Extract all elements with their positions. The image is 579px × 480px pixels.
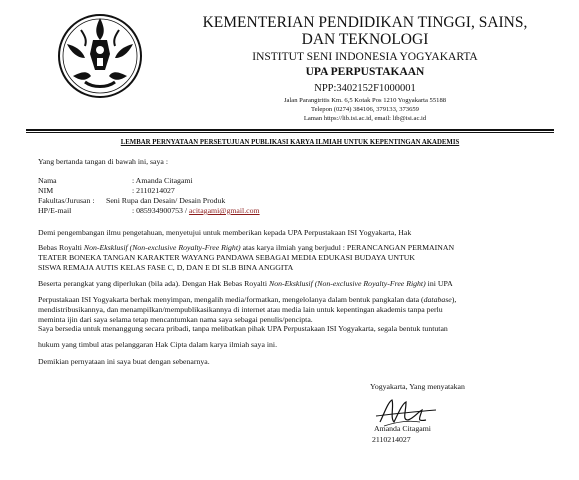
p2-text-c: ini UPA bbox=[427, 279, 453, 288]
paragraph-1 bbox=[38, 228, 558, 273]
document-title: LEMBAR PERNYATAAN PERSETUJUAN PUBLIKASI KARYA ILMIAH UNTUK KEPENTINGAN AKADEMIS bbox=[120, 139, 460, 146]
contact-block bbox=[200, 96, 530, 123]
signatory-nim: 2110214027 bbox=[372, 435, 411, 444]
header-rule-thin bbox=[26, 132, 554, 133]
nim-value: : 2110214027 bbox=[132, 186, 175, 195]
p2-database-italic: database bbox=[423, 295, 452, 304]
p1-line-2 bbox=[38, 243, 558, 253]
p1-line-4: SISWA REMAJA AUTIS KELAS FASE C, D, DAN E DI SLB BINA ANGGITA bbox=[38, 263, 294, 272]
npp-number: NPP:3402152F1000001 bbox=[314, 83, 416, 94]
unit-name: UPA PERPUSTAKAAN bbox=[305, 66, 425, 78]
p2-text-italic: Non-Eksklusif (Non-exclusive Royalty-Free Right) bbox=[269, 279, 426, 288]
intro-text: Yang bertanda tangan di bawah ini, saya : bbox=[38, 157, 168, 166]
p2-text-a: Beserta perangkat yang diperlukan (bila ada). Dengan Hak Bebas Royalti bbox=[38, 279, 268, 288]
p3-line-2: hukum yang timbul atas pelanggaran Hak Cipta dalam karya ilmiah saya ini. bbox=[38, 340, 278, 349]
p3-line-1: Saya bersedia untuk menanggung secara pribadi, tanpa melibatkan pihak UPA Perpustakaan ISI Yogyakarta, segala bentuk tuntutan bbox=[38, 324, 448, 333]
p2-text-e: ), bbox=[451, 295, 457, 304]
p2-text-d: Perpustakaan ISI Yogyakarta berhak menyimpan, mengalih media/formatkan, mengelolanya dalam bentuk pangkalan data ( bbox=[38, 295, 424, 304]
fakultas-value: Seni Rupa dan Desain/ Desain Produk bbox=[106, 196, 226, 205]
web-line: Laman https://lib.isi.ac.id, email: lib@isi.ac.id bbox=[303, 115, 427, 122]
header-rule-thick bbox=[26, 129, 554, 131]
p1-text-c: atas karya ilmiah yang berjudul : PERANCANGAN PERMAINAN bbox=[242, 243, 455, 252]
institute-name: INSTITUT SENI INDONESIA YOGYAKARTA bbox=[252, 51, 478, 63]
paragraph-4: Demikian pernyataan ini saya buat dengan sebenarnya. bbox=[38, 357, 210, 366]
ministry-name bbox=[160, 14, 570, 48]
nama-label: Nama bbox=[38, 176, 57, 185]
ministry-line-1: KEMENTERIAN PENDIDIKAN TINGGI, SAINS, bbox=[202, 14, 528, 31]
p1-line-1: Demi pengembangan ilmu pengetahuan, menyetujui untuk memberikan kepada UPA Perpustakaan ISI Yogyakarta, Hak bbox=[38, 228, 412, 237]
ministry-line-2: DAN TEKNOLOGI bbox=[301, 31, 429, 48]
nama-value: : Amanda Citagami bbox=[132, 176, 193, 185]
hp-value: : 085934900753 / bbox=[132, 206, 188, 215]
email-link[interactable]: acitagami@gmail.com bbox=[188, 206, 260, 215]
p2-line-1 bbox=[38, 279, 558, 289]
p2-line-4: meminta ijin dari saya selama tetap mencantumkan nama saya sebagai penulis/pencipta. bbox=[38, 315, 313, 324]
p1-text-a: Bebas Royalti bbox=[38, 243, 82, 252]
signature-place: Yogyakarta, Yang menyatakan bbox=[370, 382, 465, 391]
paragraph-3 bbox=[38, 324, 558, 350]
fakultas-label: Fakultas/Jurusan : bbox=[38, 196, 95, 205]
signatory-name: Amanda Citagami bbox=[374, 424, 431, 433]
p1-line-3: TEATER BONEKA TANGAN KARAKTER WAYANG PANDAWA SEBAGAI MEDIA EDUKASI BUDAYA UNTUK bbox=[38, 253, 416, 262]
p1-text-italic: Non-Eksklusif (Non-exclusive Royalty-Free Right) bbox=[83, 243, 241, 252]
hp-label: HP/E-mail bbox=[38, 206, 72, 215]
hp-email-value bbox=[132, 206, 260, 216]
address-line: Jalan Parangtritis Km. 6,5 Kotak Pos 1210 Yogyakarta 55188 bbox=[283, 97, 447, 104]
nim-label: NIM bbox=[38, 186, 54, 195]
paragraph-2 bbox=[38, 279, 558, 325]
p2-line-3: mendistribusikannya, dan menampilkan/mempublikasikannya di internet atau media lain untuk kepentingan akademis tanpa perlu bbox=[38, 305, 443, 314]
phone-line: Telepon (0274) 384106, 379133, 373659 bbox=[311, 106, 419, 113]
p2-line-2 bbox=[38, 295, 558, 305]
institute-logo bbox=[55, 10, 145, 102]
